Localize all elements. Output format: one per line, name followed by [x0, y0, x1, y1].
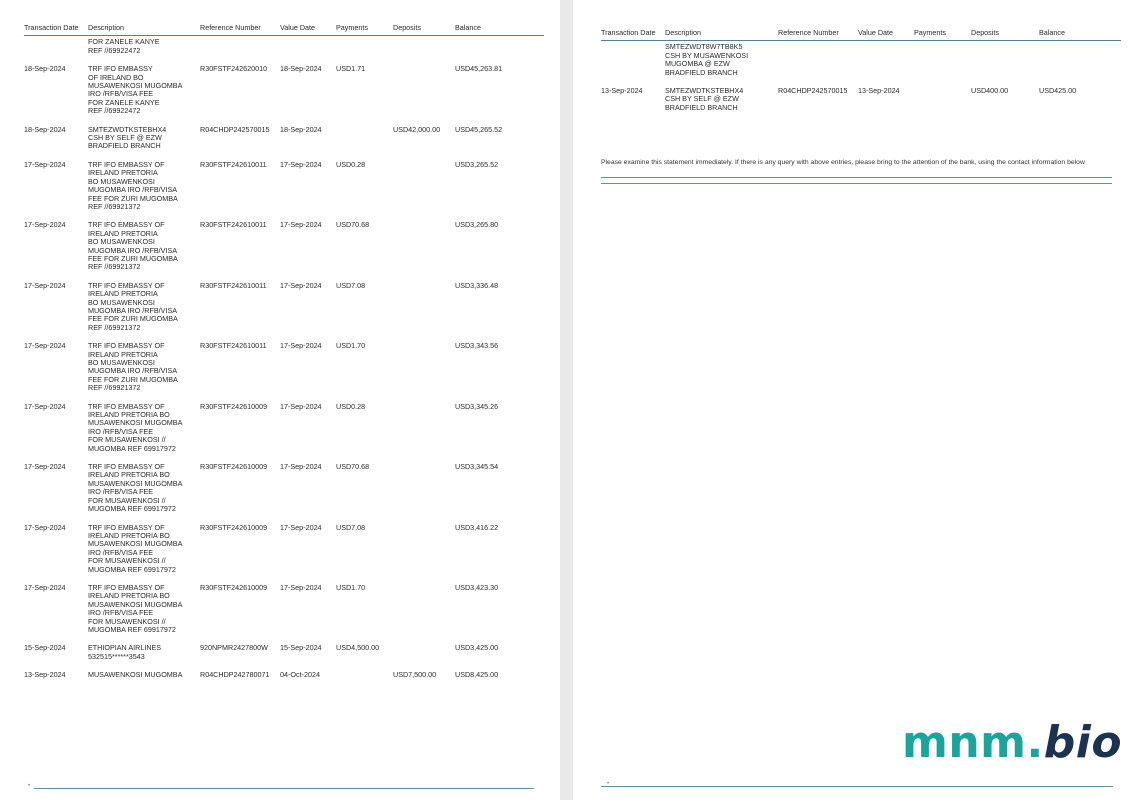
cell-date: 13-Sep-2024	[24, 670, 66, 680]
cell-description: TRF IFO EMBASSY OF IRELAND PRETORIA BO MUSAWENKOSI MUGOMBA IRO /RFB/VISA FEE FOR ZURI MUGOMBA REF //69921372	[88, 280, 178, 332]
cell-balance: USD45,263.81	[455, 64, 503, 74]
cell-deposit	[393, 644, 455, 661]
cell-value-date: 13-Sep-2024	[858, 86, 900, 96]
cell-value-date	[858, 43, 914, 77]
cell-deposit	[393, 65, 455, 115]
cell-payment: USD4,500.00	[336, 643, 380, 653]
cell-date: 17-Sep-2024	[24, 159, 66, 169]
footer-rule	[601, 786, 1113, 787]
cell-reference	[778, 43, 858, 77]
table-row	[24, 671, 544, 679]
cell-description: SMTEZWDTKSTEBHX4 CSH BY SELF @ EZW BRADFIELD BRANCH	[88, 124, 167, 151]
cell-date: 17-Sep-2024	[24, 280, 66, 290]
col-payments: Payments	[914, 28, 946, 37]
cell-value-date: 17-Sep-2024	[280, 522, 322, 532]
cell-deposit	[971, 43, 1039, 77]
cell-reference: R30FSTF242610009	[200, 582, 268, 592]
mnm-bio-logo	[902, 718, 1122, 768]
footer-mark: •	[607, 781, 610, 787]
cell-date: 17-Sep-2024	[24, 462, 66, 472]
cell-payment	[914, 87, 971, 112]
cell-description: TRF IFO EMBASSY OF IRELAND BO MUSAWENKOSI MUGOMBA IRO /RFB/VISA FEE FOR ZANELE KANYE REF //69922472	[88, 64, 183, 116]
cell-value-date: 17-Sep-2024	[280, 582, 322, 592]
cell-description: TRF IFO EMBASSY OF IRELAND PRETORIA BO MUSAWENKOSI MUGOMBA IRO /RFB/VISA FEE FOR MUSAWENKOSI // MUGOMBA REF 69917972	[88, 522, 183, 574]
cell-deposit	[393, 161, 455, 211]
cell-description: MUSAWENKOSI MUGOMBA	[88, 670, 183, 680]
cell-balance: USD3,416.22	[455, 522, 499, 532]
cell-date: 17-Sep-2024	[24, 341, 66, 351]
cell-balance: USD3,265.52	[455, 159, 499, 169]
col-value-date: Value Date	[858, 28, 894, 37]
cell-value-date: 15-Sep-2024	[280, 643, 322, 653]
cell-balance: USD45,265.52	[455, 124, 503, 134]
cell-payment: USD0.28	[336, 159, 366, 169]
col-balance: Balance	[1039, 28, 1065, 37]
cell-balance	[1039, 43, 1109, 77]
col-description: Description	[665, 28, 701, 37]
cell-deposit: USD42,000.00	[393, 124, 441, 134]
cell-deposit	[393, 403, 455, 453]
table-row	[24, 584, 544, 634]
cell-payment	[914, 43, 971, 77]
cell-payment	[336, 671, 393, 679]
cell-reference: R04CHDP242570015	[200, 124, 270, 134]
cell-value-date: 18-Sep-2024	[280, 64, 322, 74]
cell-payment: USD1.70	[336, 582, 366, 592]
table-row	[24, 221, 544, 271]
cell-reference: R30FSTF242610009	[200, 462, 268, 472]
transactions-table-right	[601, 29, 1121, 112]
col-balance: Balance	[455, 23, 481, 32]
cell-date: 17-Sep-2024	[24, 401, 66, 411]
cell-balance: USD3,345.54	[455, 462, 499, 472]
cell-deposit	[393, 584, 455, 634]
cell-date	[24, 38, 88, 55]
cell-reference: R30FSTF242610011	[200, 341, 267, 351]
notice-rule-1	[601, 177, 1112, 178]
cell-description: TRF IFO EMBASSY OF IRELAND PRETORIA BO MUSAWENKOSI MUGOMBA IRO /RFB/VISA FEE FOR ZURI MUGOMBA REF //69921372	[88, 220, 178, 272]
cell-payment: USD7.08	[336, 280, 366, 290]
table-row	[601, 43, 1121, 77]
table-header	[24, 24, 544, 36]
cell-payment: USD70.68	[336, 462, 370, 472]
cell-date: 15-Sep-2024	[24, 643, 66, 653]
cell-description: TRF IFO EMBASSY OF IRELAND PRETORIA BO MUSAWENKOSI MUGOMBA IRO /RFB/VISA FEE FOR ZURI MUGOMBA REF //69921372	[88, 341, 178, 393]
cell-deposit	[393, 524, 455, 574]
cell-balance: USD425.00	[1039, 86, 1077, 96]
cell-value-date: 17-Sep-2024	[280, 341, 322, 351]
cell-reference: R04CHDP242780071	[200, 670, 270, 680]
cell-reference: R30FSTF242620010	[200, 64, 268, 74]
cell-deposit	[393, 463, 455, 513]
col-deposits: Deposits	[393, 23, 421, 32]
cell-deposit: USD400.00	[971, 86, 1009, 96]
col-description: Description	[88, 23, 124, 32]
cell-payment: USD70.68	[336, 220, 370, 230]
cell-reference: R30FSTF242610011	[200, 220, 267, 230]
cell-deposit: USD7,500.00	[393, 670, 437, 680]
table-row	[24, 161, 544, 211]
table-row	[24, 403, 544, 453]
cell-balance: USD3,343.56	[455, 341, 499, 351]
statement-page-right	[573, 0, 1137, 800]
col-value-date: Value Date	[280, 23, 316, 32]
cell-value-date: 17-Sep-2024	[280, 401, 322, 411]
cell-deposit	[393, 282, 455, 332]
cell-value-date: 17-Sep-2024	[280, 280, 322, 290]
cell-value-date: 17-Sep-2024	[280, 159, 322, 169]
col-reference-number: Reference Number	[200, 23, 261, 32]
cell-payment: USD0.28	[336, 401, 366, 411]
cell-deposit	[393, 342, 455, 392]
table-body	[24, 38, 544, 679]
cell-value-date: 04-Oct-2024	[280, 670, 320, 680]
cell-date: 17-Sep-2024	[24, 220, 66, 230]
cell-reference: R30FSTF242610011	[200, 280, 267, 290]
footer-rule	[34, 788, 534, 789]
cell-date: 17-Sep-2024	[24, 522, 66, 532]
cell-description: TRF IFO EMBASSY OF IRELAND PRETORIA BO MUSAWENKOSI MUGOMBA IRO /RFB/VISA FEE FOR MUSAWENKOSI // MUGOMBA REF 69917972	[88, 582, 183, 634]
cell-deposit	[393, 38, 455, 55]
cell-value-date	[280, 38, 336, 55]
statement-page-left	[0, 0, 560, 800]
cell-reference: R04CHDP242570015	[778, 86, 848, 96]
table-row	[24, 342, 544, 392]
logo-part-2: bio	[1043, 717, 1123, 768]
cell-description: ETHIOPIAN AIRLINES 532515******3543	[88, 643, 162, 661]
table-row	[24, 38, 544, 55]
cell-payment	[336, 126, 393, 151]
col-transaction-date: Transaction Date	[601, 28, 656, 37]
cell-reference: R30FSTF242610009	[200, 401, 268, 411]
cell-balance: USD3,425.00	[455, 643, 499, 653]
footer-mark: •	[28, 783, 31, 789]
cell-payment: USD1.71	[336, 64, 366, 74]
cell-reference	[200, 38, 280, 55]
cell-value-date: 17-Sep-2024	[280, 462, 322, 472]
cell-balance: USD3,423.30	[455, 582, 499, 592]
notice-rule-2	[601, 183, 1112, 184]
cell-date: 18-Sep-2024	[24, 64, 66, 74]
cell-balance: USD3,345.26	[455, 401, 499, 411]
cell-date: 18-Sep-2024	[24, 124, 66, 134]
cell-description: SMTEZWDT8W7TB8K5 CSH BY MUSAWENKOSI MUGOMBA @ EZW BRADFIELD BRANCH	[665, 42, 749, 77]
cell-reference: 920NPMR2427800W	[200, 643, 268, 653]
cell-date: 17-Sep-2024	[24, 582, 66, 592]
cell-value-date: 17-Sep-2024	[280, 220, 322, 230]
cell-description: TRF IFO EMBASSY OF IRELAND PRETORIA BO MUSAWENKOSI MUGOMBA IRO /RFB/VISA FEE FOR MUSAWENKOSI // MUGOMBA REF 69917972	[88, 462, 183, 514]
cell-balance: USD8,425.00	[455, 670, 499, 680]
table-row	[24, 282, 544, 332]
cell-value-date: 18-Sep-2024	[280, 124, 322, 134]
cell-payment: USD7.08	[336, 522, 366, 532]
table-header	[601, 29, 1121, 41]
col-transaction-date: Transaction Date	[24, 23, 79, 32]
col-deposits: Deposits	[971, 28, 999, 37]
col-payments: Payments	[336, 23, 368, 32]
cell-reference: R30FSTF242610011	[200, 159, 267, 169]
table-row	[24, 524, 544, 574]
cell-balance	[455, 38, 525, 55]
transactions-table-left	[24, 24, 544, 680]
cell-balance: USD3,265.80	[455, 220, 499, 230]
table-body	[601, 43, 1121, 112]
statement-notice: Please examine this statement immediately. If there is any query with above entries, please bring to the attention of the bank, using the contact information below	[601, 159, 1085, 166]
cell-deposit	[393, 221, 455, 271]
table-row	[24, 644, 544, 661]
cell-description: SMTEZWDTKSTEBHX4 CSH BY SELF @ EZW BRADFIELD BRANCH	[665, 86, 744, 112]
cell-payment	[336, 38, 393, 55]
table-row	[24, 65, 544, 115]
table-row	[24, 463, 544, 513]
col-reference-number: Reference Number	[778, 28, 839, 37]
table-row	[601, 87, 1121, 112]
cell-payment: USD1.70	[336, 341, 366, 351]
cell-balance: USD3,336.48	[455, 280, 499, 290]
cell-description: TRF IFO EMBASSY OF IRELAND PRETORIA BO MUSAWENKOSI MUGOMBA IRO /RFB/VISA FEE FOR ZURI MUGOMBA REF //69921372	[88, 159, 178, 211]
table-row	[24, 126, 544, 151]
cell-date	[601, 43, 665, 77]
logo-part-1: mnm.	[902, 717, 1044, 768]
cell-date: 13-Sep-2024	[601, 86, 643, 96]
cell-description: FOR ZANELE KANYE REF //69922472	[88, 37, 160, 55]
cell-description: TRF IFO EMBASSY OF IRELAND PRETORIA BO MUSAWENKOSI MUGOMBA IRO /RFB/VISA FEE FOR MUSAWENKOSI // MUGOMBA REF 69917972	[88, 401, 183, 453]
cell-reference: R30FSTF242610009	[200, 522, 268, 532]
